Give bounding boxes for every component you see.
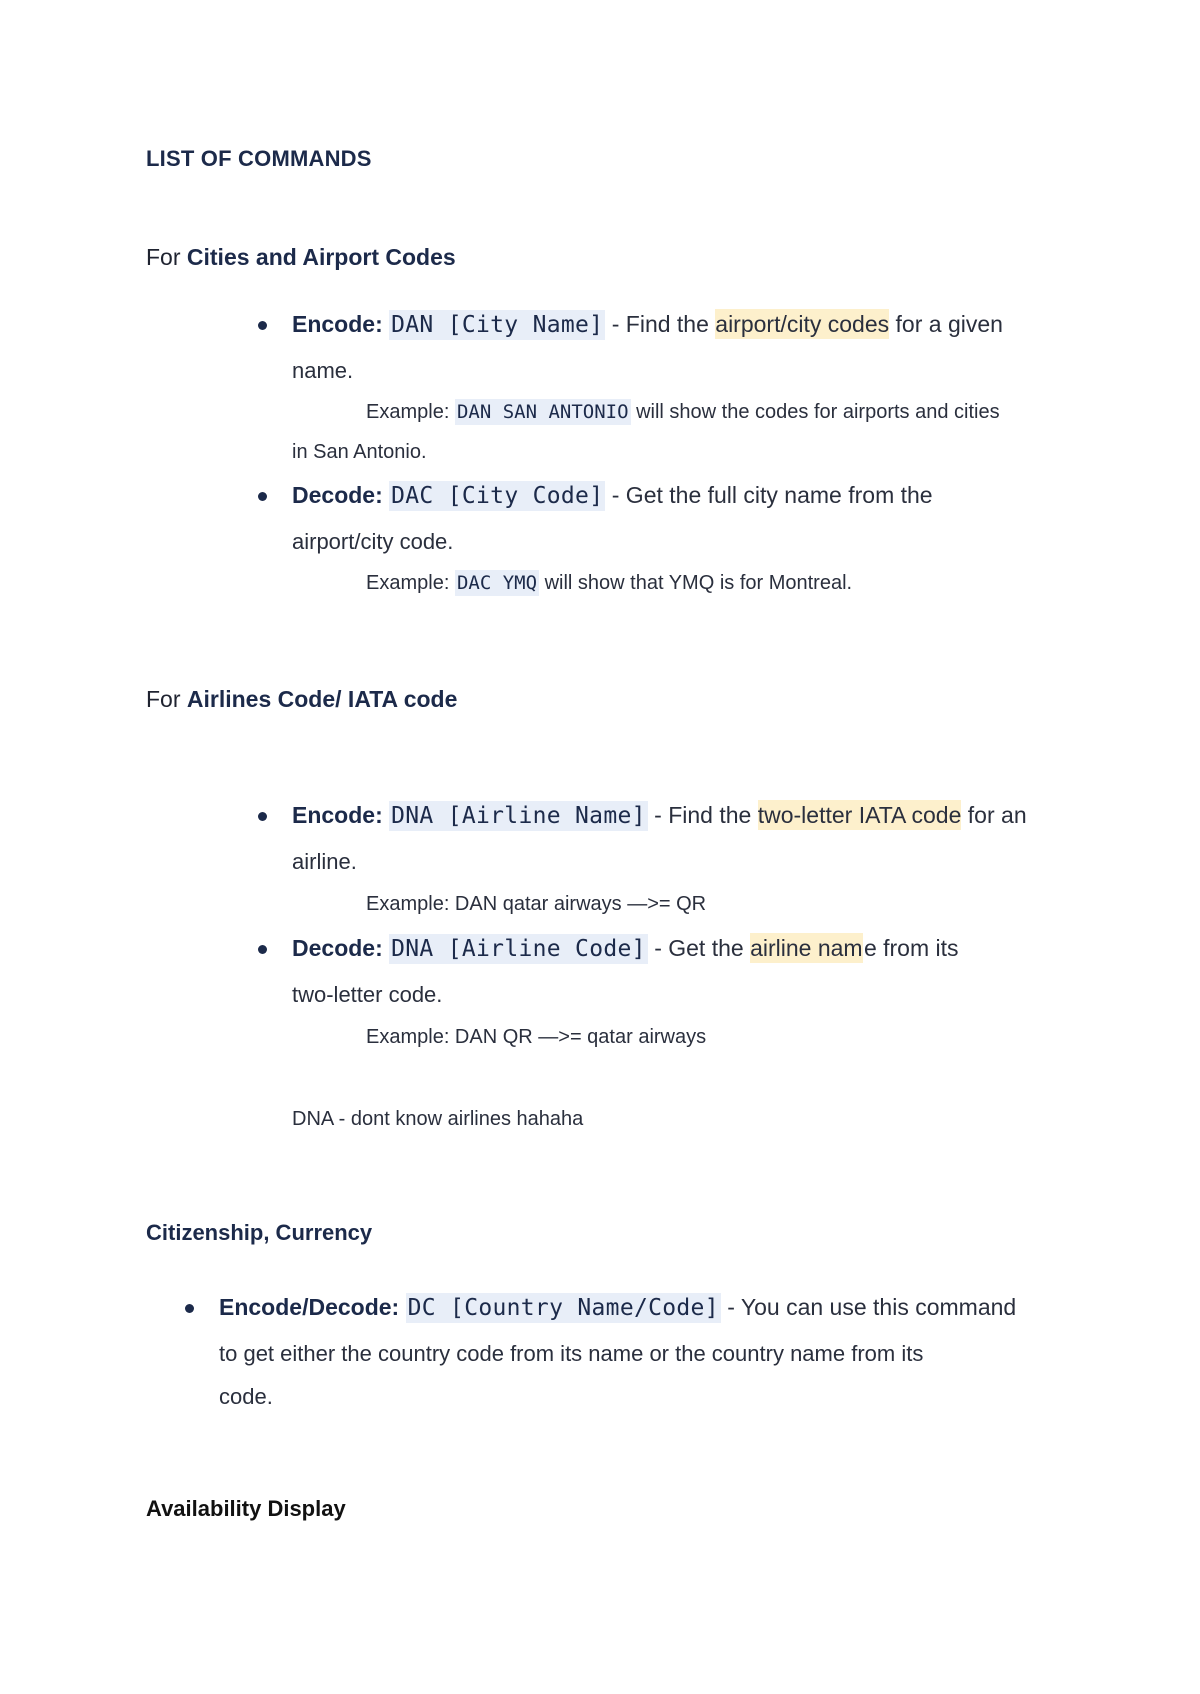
cities-encode-text-before: - Find the <box>611 311 709 337</box>
cities-encode-label: Encode: <box>292 311 383 337</box>
airlines-encode-text-after: for an <box>967 802 1027 828</box>
bullet-icon <box>258 945 267 954</box>
airlines-encode-code: DNA [Airline Name] <box>391 803 646 829</box>
availability-heading: Availability Display <box>146 1496 346 1521</box>
airlines-heading <box>146 686 457 713</box>
cities-heading-prefix: For <box>146 244 181 270</box>
page-title: LIST OF COMMANDS <box>146 146 372 171</box>
airlines-encode-label: Encode: <box>292 802 383 828</box>
cities-decode-label: Decode: <box>292 482 383 508</box>
cities-decode-item <box>292 478 933 513</box>
airlines-decode-item <box>292 931 959 966</box>
cities-decode-example-code: DAC YMQ <box>456 572 538 594</box>
cities-encode-text-after: for a given <box>895 311 1003 337</box>
cities-encode-example <box>366 401 1000 424</box>
citizenship-heading: Citizenship, Currency <box>146 1220 373 1245</box>
cities-decode-example-label: Example: <box>366 572 450 594</box>
cities-encode-continuation: name. <box>292 358 354 383</box>
citizenship-continuation-1: to get either the country code from its name or the country name from its <box>219 1341 924 1366</box>
cities-encode-example-text: will show the codes for airports and cities <box>636 401 1000 423</box>
cities-encode-item <box>292 307 1003 342</box>
cities-decode-example-text: will show that YMQ is for Montreal. <box>544 572 853 594</box>
cities-decode-continuation: airport/city code. <box>292 529 454 554</box>
airlines-decode-text-after: e from its <box>863 935 959 961</box>
airlines-decode-text-before: - Get the <box>654 935 744 961</box>
bullet-icon <box>258 492 267 501</box>
cities-encode-highlight: airport/city codes <box>715 311 890 337</box>
airlines-encode-example: Example: DAN qatar airways —>= QR <box>366 893 707 915</box>
airlines-note: DNA - dont know airlines hahaha <box>292 1108 584 1130</box>
cities-encode-example-continuation: in San Antonio. <box>292 441 427 463</box>
cities-heading <box>146 244 456 271</box>
citizenship-item <box>219 1290 1016 1325</box>
citizenship-continuation-2: code. <box>219 1384 273 1409</box>
airlines-encode-highlight: two-letter IATA code <box>757 802 962 828</box>
citizenship-text: - You can use this command <box>727 1294 1017 1320</box>
bullet-icon <box>185 1304 194 1313</box>
bullet-icon <box>258 321 267 330</box>
airlines-decode-continuation: two-letter code. <box>292 982 443 1007</box>
citizenship-code: DC [Country Name/Code] <box>407 1295 719 1321</box>
cities-decode-example <box>366 572 852 595</box>
cities-encode-code: DAN [City Name] <box>391 312 604 338</box>
airlines-decode-highlight: airline nam <box>750 935 863 961</box>
airlines-decode-label: Decode: <box>292 935 383 961</box>
cities-encode-example-label: Example: <box>366 401 450 423</box>
airlines-decode-example: Example: DAN QR —>= qatar airways <box>366 1026 707 1048</box>
cities-decode-code: DAC [City Code] <box>391 483 604 509</box>
airlines-encode-item <box>292 798 1027 833</box>
cities-decode-text: - Get the full city name from the <box>611 482 933 508</box>
airlines-decode-code: DNA [Airline Code] <box>391 936 646 962</box>
cities-heading-bold: Cities and Airport Codes <box>186 244 456 270</box>
cities-encode-example-code: DAN SAN ANTONIO <box>456 401 629 423</box>
bullet-icon <box>258 812 267 821</box>
citizenship-label: Encode/Decode: <box>219 1294 400 1320</box>
airlines-heading-prefix: For <box>146 686 181 712</box>
airlines-encode-continuation: airline. <box>292 849 357 874</box>
airlines-encode-text-before: - Find the <box>654 802 752 828</box>
airlines-heading-bold: Airlines Code/ IATA code <box>186 686 458 712</box>
